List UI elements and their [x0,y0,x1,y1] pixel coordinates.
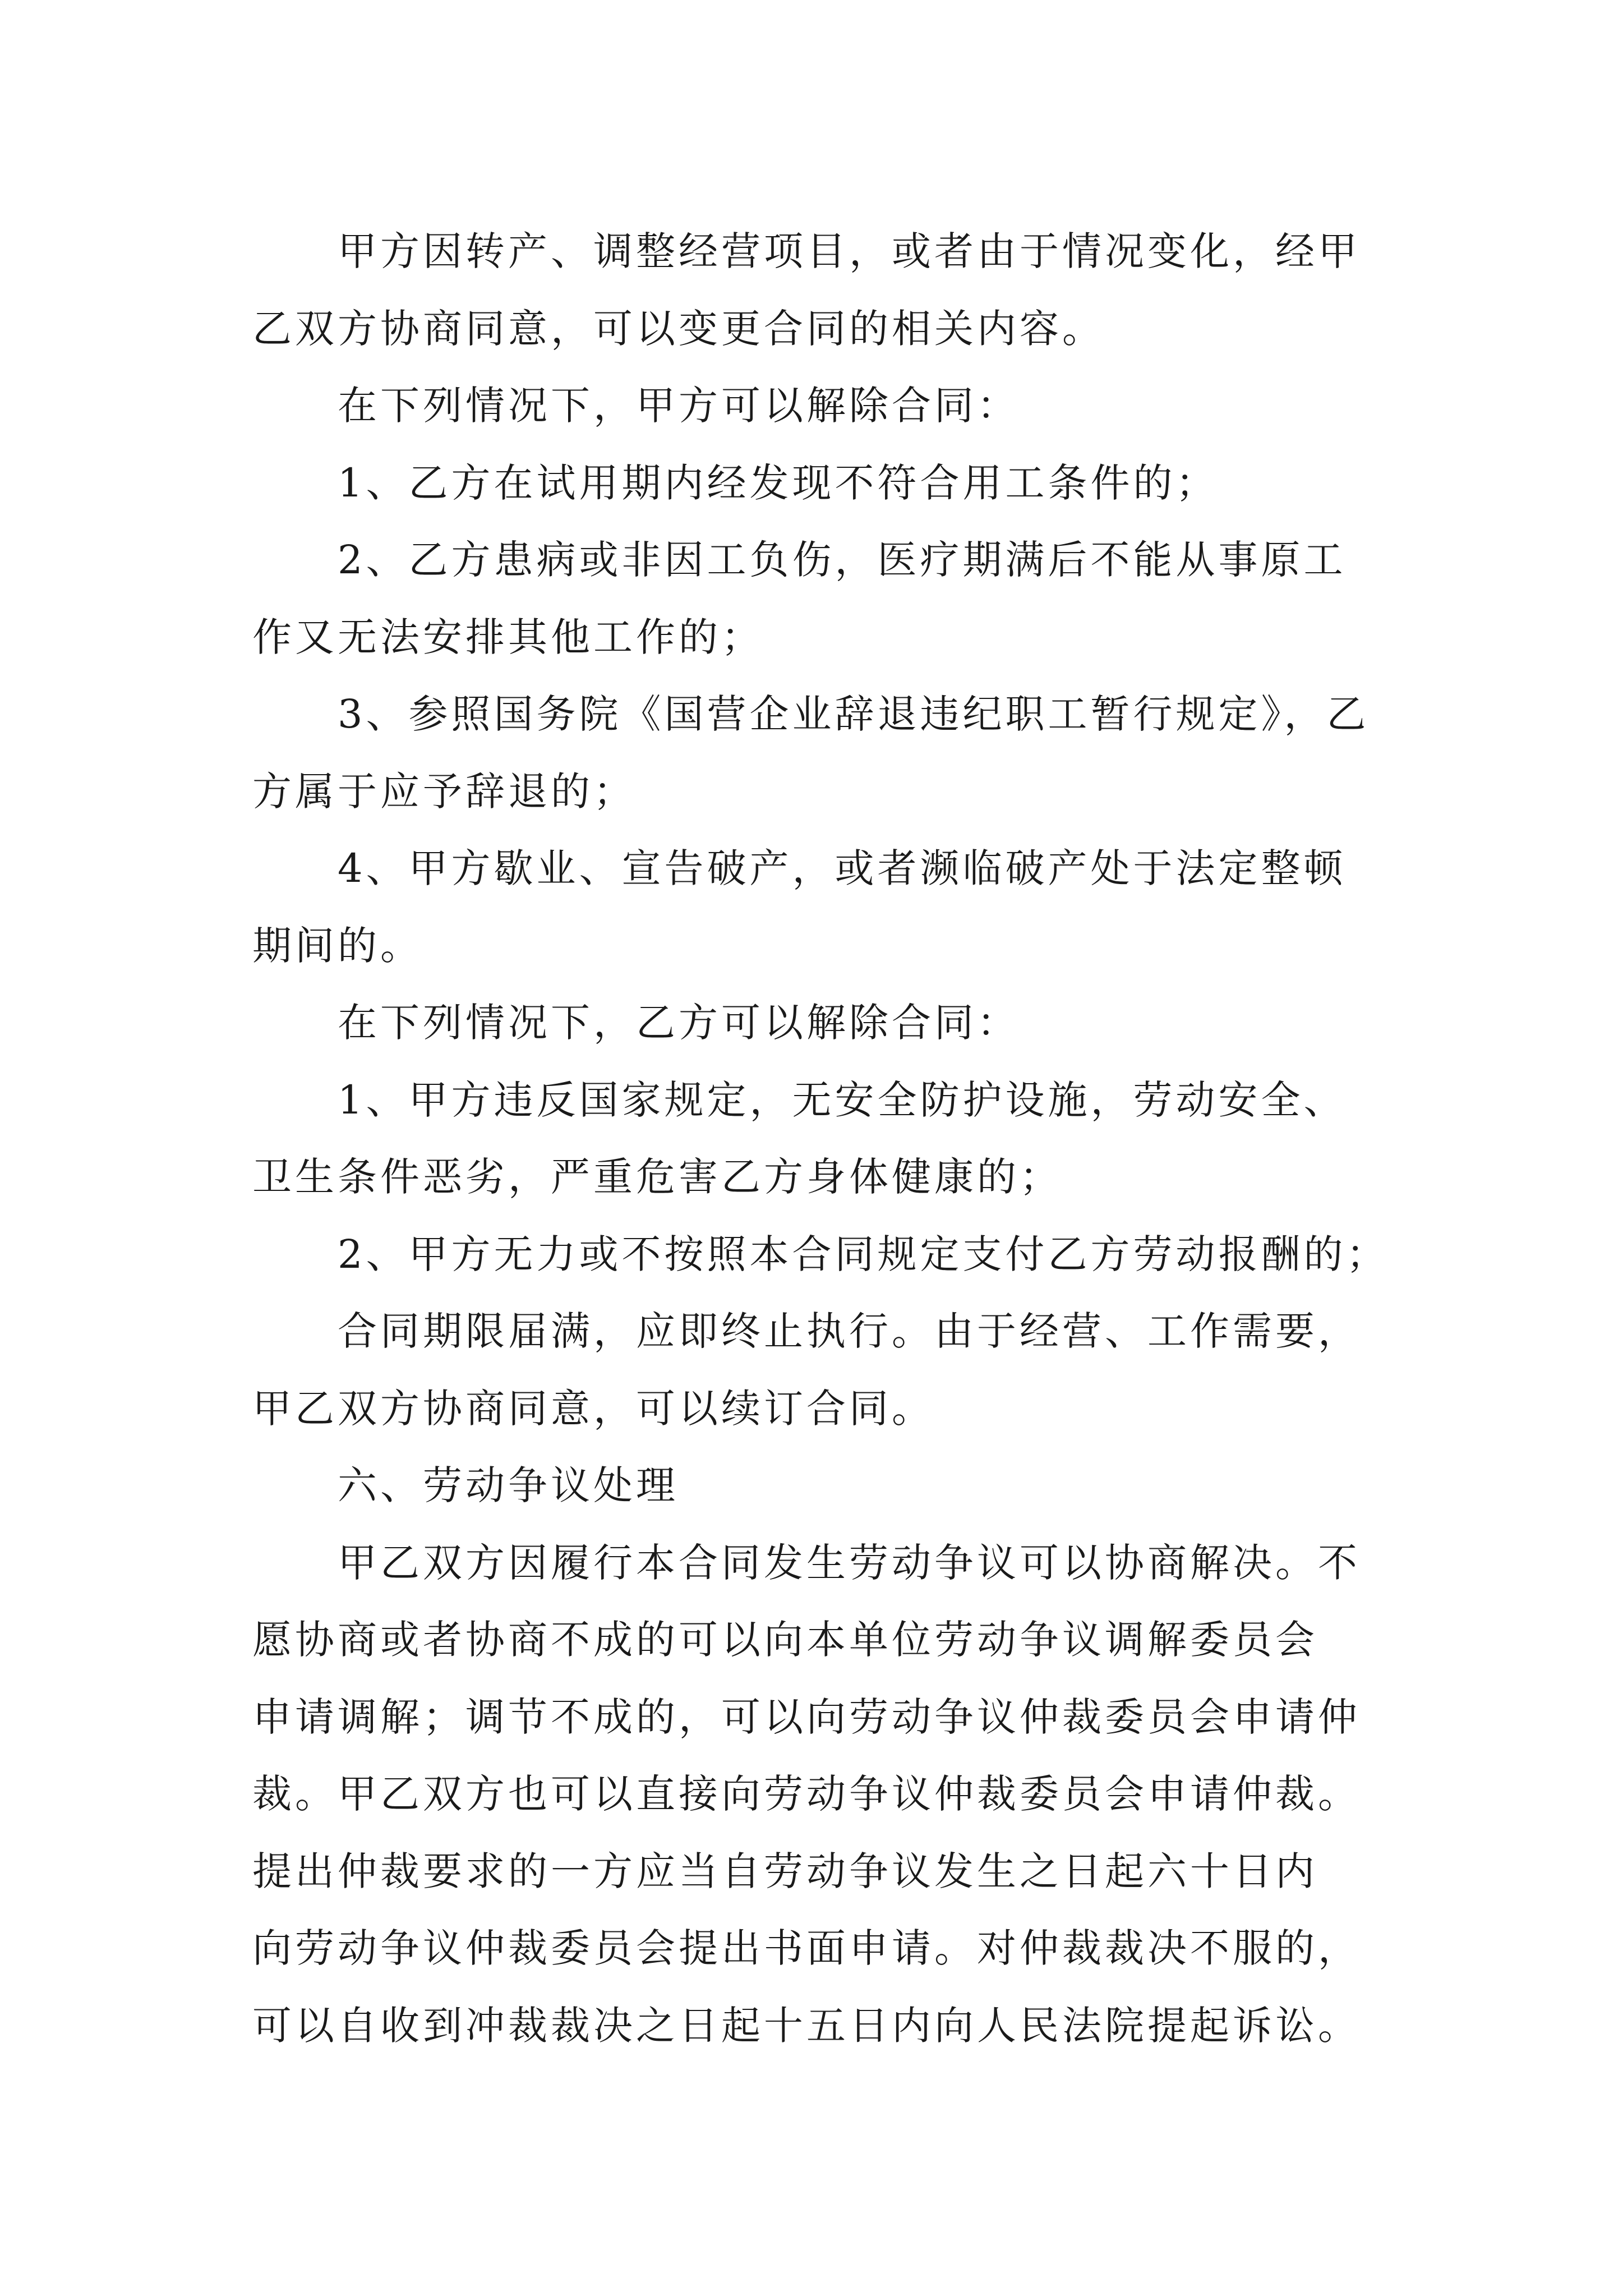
text-line: 甲乙双方协商同意，可以续订合同。 [252,1385,934,1432]
text-line: 在下列情况下，甲方可以解除合同： [338,383,1020,429]
text-line: 4、甲方歇业、宣告破产，或者濒临破产处于法定整顿 [338,845,1347,891]
text-line: 可以自收到冲裁裁决之日起十五日内向人民法院提起诉讼。 [252,2002,1361,2049]
section-heading: 六、劳动争议处理 [338,1462,679,1508]
text-line: 1、甲方违反国家规定，无安全防护设施，劳动安全、 [338,1076,1347,1123]
text-line: 合同期限届满，应即终止执行。由于经营、工作需要， [338,1308,1361,1354]
text-line: 卫生条件恶劣，严重危害乙方身体健康的； [252,1154,1062,1200]
text-line: 申请调解；调节不成的，可以向劳动争议仲裁委员会申请仲 [252,1694,1361,1740]
text-line: 在下列情况下，乙方可以解除合同： [338,1000,1020,1046]
text-line: 裁。甲乙双方也可以直接向劳动争议仲裁委员会申请仲裁。 [252,1771,1361,1817]
text-line: 甲方因转产、调整经营项目，或者由于情况变化，经甲 [338,228,1361,274]
text-line: 2、乙方患病或非因工负伤，医疗期满后不能从事原工 [338,537,1347,583]
text-line: 作又无法安排其他工作的； [252,614,764,660]
text-line: 乙双方协商同意，可以变更合同的相关内容。 [252,305,1105,352]
text-line: 期间的。 [252,922,423,969]
text-line: 甲乙双方因履行本合同发生劳动争议可以协商解决。不 [338,1539,1361,1586]
text-line: 向劳动争议仲裁委员会提出书面申请。对仲裁裁决不服的， [252,1925,1361,1971]
text-line: 1、乙方在试用期内经发现不符合用工条件的； [338,459,1219,506]
document-body [252,213,1389,2064]
text-line: 3、参照国务院《国营企业辞退违纪职工暂行规定》，乙 [338,691,1370,737]
text-line: 2、甲方无力或不按照本合同规定支付乙方劳动报酬的； [338,1231,1389,1277]
text-line: 愿协商或者协商不成的可以向本单位劳动争议调解委员会 [252,1617,1318,1663]
text-line: 提出仲裁要求的一方应当自劳动争议发生之日起六十日内 [252,1848,1318,1894]
text-line: 方属于应予辞退的； [252,768,636,815]
